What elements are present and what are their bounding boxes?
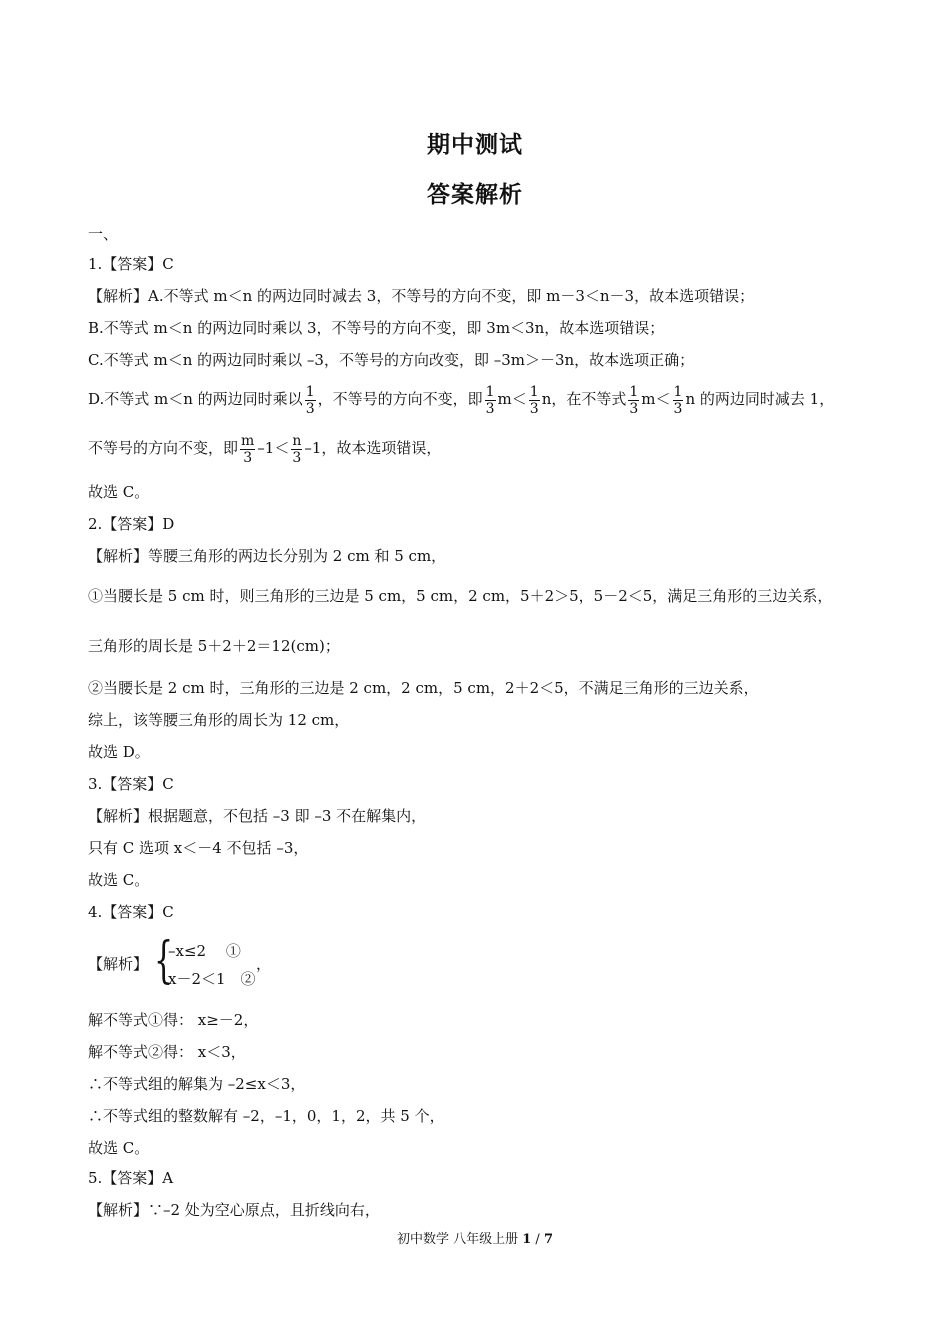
left-brace: {: [154, 931, 174, 989]
footer-separator: /: [531, 1232, 544, 1247]
q1-choose: 故选 C。: [88, 483, 150, 501]
q1-d-text-m2: m＜: [641, 390, 671, 408]
q5-analysis-a: 【解析】∵–2 处为空心原点，且折线向右，: [88, 1201, 380, 1219]
q2-analysis-a: 【解析】等腰三角形的两边长分别为 2 cm 和 5 cm，: [88, 547, 447, 565]
q1-analysis-d2: [88, 430, 441, 466]
section-heading: 一、: [88, 225, 119, 243]
q1-d-text-mid: ，不等号的方向不变，即: [317, 390, 483, 408]
q1-d2-text-mid: –1＜: [257, 439, 290, 457]
q4-analysis-label: 【解析】: [88, 955, 149, 973]
q2-analysis-c: 三角形的周长是 5＋2＋2＝12(cm)；: [88, 637, 340, 655]
q4-analysis-b: 解不等式②得： x＜3，: [88, 1043, 246, 1061]
fraction-one-third: $\frac{1}{3}$: [629, 383, 639, 417]
inequality-row-2: x－2＜1 ②: [168, 970, 256, 988]
q2-choose: 故选 D。: [88, 743, 150, 761]
q1-analysis-c: C.不等式 m＜n 的两边同时乘以 –3，不等号的方向改变，即 –3m＞－3n，故本选项正确；: [88, 351, 695, 369]
q3-analysis-a: 【解析】根据题意，不包括 –3 即 –3 不在解集内，: [88, 807, 427, 825]
q3-answer: 3.【答案】C: [88, 775, 174, 793]
q2-analysis-d: ②当腰长是 2 cm 时，三角形的三边是 2 cm，2 cm，5 cm，2＋2＜5，不满足三角形的三边关系，: [88, 679, 759, 697]
page-title: 期中测试: [427, 132, 523, 158]
fraction-one-third: $\frac{1}{3}$: [305, 383, 315, 417]
q4-analysis-a: 解不等式①得： x≥－2，: [88, 1011, 259, 1029]
q1-d2-text-pre: 不等号的方向不变，即: [88, 439, 239, 457]
page-subtitle: 答案解析: [427, 182, 523, 208]
fraction-one-third: $\frac{1}{3}$: [673, 383, 683, 417]
q4-choose: 故选 C。: [88, 1139, 150, 1157]
fraction-one-third: $\frac{1}{3}$: [529, 383, 539, 417]
system-tail: ，: [256, 955, 272, 973]
fraction-m-third: $\frac{m}{3}$: [241, 432, 255, 466]
q1-answer: 1.【答案】C: [88, 255, 174, 273]
fraction-n-third: $\frac{n}{3}$: [292, 432, 302, 466]
q1-d-text-n: n，在不等式: [541, 390, 627, 408]
q1-d-text-m: m＜: [497, 390, 527, 408]
footer-page-total: 7: [543, 1232, 553, 1247]
footer-page-number: 1: [522, 1232, 532, 1247]
q2-answer: 2.【答案】D: [88, 515, 175, 533]
q1-d-text-end: n 的两边同时减去 1，: [685, 390, 835, 408]
q3-choose: 故选 C。: [88, 871, 150, 889]
q4-answer: 4.【答案】C: [88, 903, 174, 921]
q5-answer: 5.【答案】A: [88, 1169, 174, 1187]
q1-d-text-pre: D.不等式 m＜n 的两边同时乘以: [88, 390, 303, 408]
footer-text: 初中数学 八年级上册: [396, 1232, 523, 1247]
page-footer: [0, 1228, 950, 1247]
q1-analysis-d: [88, 382, 834, 417]
q4-analysis-d: ∴不等式组的整数解有 –2，–1，0，1，2，共 5 个，: [88, 1107, 445, 1125]
q1-analysis-a: 【解析】A.不等式 m＜n 的两边同时减去 3，不等号的方向不变，即 m－3＜n－3，故本选项错误；: [88, 287, 755, 305]
inequality-row-1: –x≤2 ①: [168, 942, 241, 960]
q4-analysis-c: ∴不等式组的解集为 –2≤x＜3，: [88, 1075, 306, 1093]
q1-analysis-b: B.不等式 m＜n 的两边同时乘以 3，不等号的方向不变，即 3m＜3n，故本选项错误；: [88, 319, 665, 337]
q3-analysis-b: 只有 C 选项 x＜－4 不包括 –3，: [88, 839, 309, 857]
fraction-one-third: $\frac{1}{3}$: [485, 383, 495, 417]
q2-analysis-e: 综上，该等腰三角形的周长为 12 cm，: [88, 711, 350, 729]
q1-d2-text-end: –1，故本选项错误，: [304, 439, 442, 457]
q2-analysis-b: ①当腰长是 5 cm 时，则三角形的三边是 5 cm，5 cm，2 cm，5＋2＞5，5－2＜5，满足三角形的三边关系，: [88, 587, 833, 605]
